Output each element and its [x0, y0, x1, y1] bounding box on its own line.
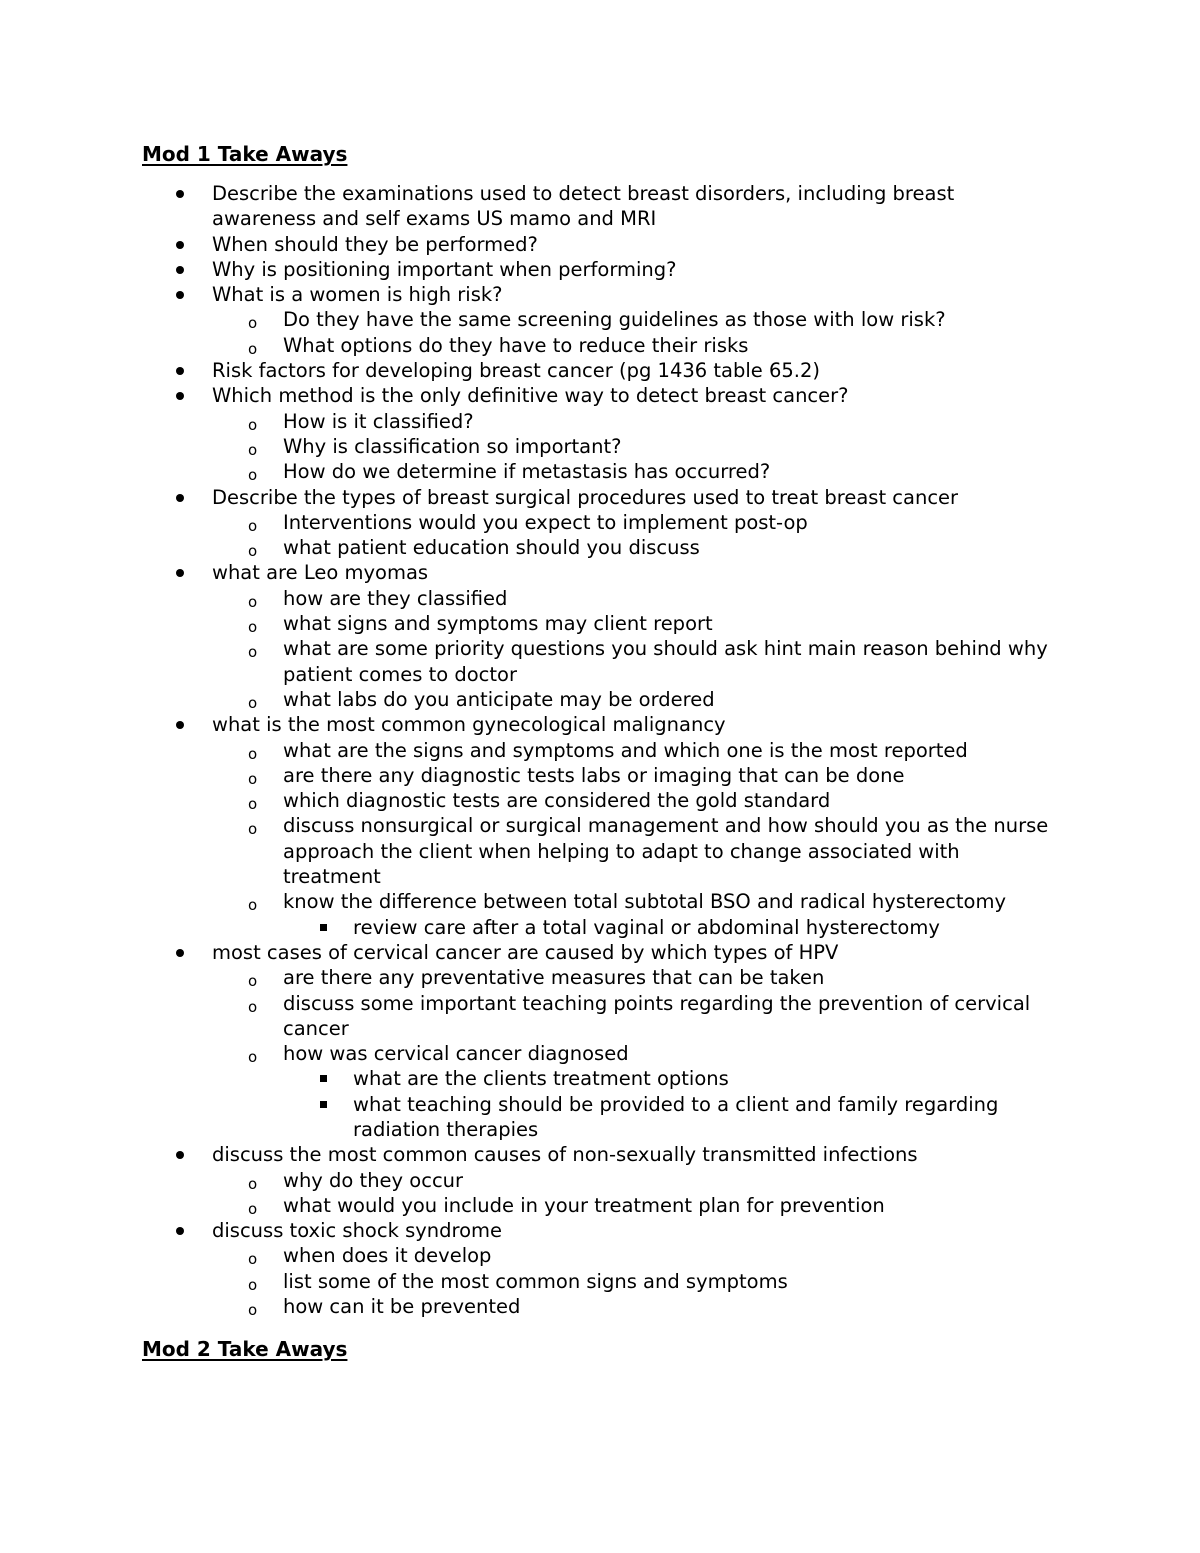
list-item-line: patient comes to doctor — [283, 662, 517, 686]
list-item — [0, 687, 1200, 712]
list-item-text — [283, 409, 1200, 434]
list-item — [0, 358, 1200, 383]
list-item-line: Describe the types of breast surgical procedures used to treat breast cancer — [212, 485, 959, 509]
list-item-text — [283, 763, 1200, 788]
list-item — [0, 535, 1200, 560]
list-item — [0, 636, 1200, 687]
bullet-dot-icon — [176, 949, 184, 957]
bullet-dot-icon — [176, 1227, 184, 1235]
list-item — [0, 333, 1200, 358]
list-item — [0, 485, 1200, 510]
list-item — [0, 965, 1200, 990]
list-item-text — [353, 915, 1200, 940]
list-item-text — [283, 586, 1200, 611]
list-item-text — [353, 1066, 1200, 1091]
bullet-dot-icon — [176, 266, 184, 274]
heading-text: Mod 1 Take Aways — [142, 142, 348, 166]
list-item-text — [283, 1041, 1200, 1066]
bullet-dot-icon — [176, 241, 184, 249]
list-item-line: Risk factors for developing breast cancer (pg 1436 table 65.2) — [212, 359, 820, 383]
list-item-text — [212, 1218, 1200, 1243]
list-item — [0, 1168, 1200, 1193]
list-item-line: what are Leo myomas — [212, 561, 429, 585]
list-item — [0, 1243, 1200, 1268]
list-item-text — [212, 257, 1200, 282]
list-item-text — [283, 333, 1200, 358]
bullet-dot-icon — [176, 291, 184, 299]
list-item-text — [212, 1142, 1200, 1167]
list-item-text — [283, 459, 1200, 484]
list-item-text — [283, 1294, 1200, 1319]
list-item-line: radiation therapies — [353, 1117, 539, 1141]
list-item — [0, 383, 1200, 408]
list-item-line: approach the client when helping to adapt to change associated with — [283, 839, 960, 863]
list-item — [0, 788, 1200, 813]
list-item — [0, 459, 1200, 484]
list-item-line: what patient education should you discuss — [283, 536, 700, 560]
circle-bullet-icon: o — [248, 1275, 258, 1294]
list-item-line: Interventions would you expect to implement post-op — [283, 510, 808, 534]
list-item-text — [212, 383, 1200, 408]
list-item-text — [283, 738, 1200, 763]
list-item-line: how can it be prevented — [283, 1295, 521, 1319]
list-item — [0, 889, 1200, 914]
list-item-text — [283, 813, 1200, 889]
circle-bullet-icon: o — [248, 1048, 258, 1067]
list-item — [0, 282, 1200, 307]
list-item-line: are there any preventative measures that can be taken — [283, 966, 825, 990]
circle-bullet-icon: o — [248, 1174, 258, 1193]
list-item-line: cancer — [283, 1016, 349, 1040]
list-item-text — [212, 358, 1200, 383]
list-item-text — [283, 535, 1200, 560]
list-item-line: Do they have the same screening guidelines as those with low risk? — [283, 308, 946, 332]
list-item — [0, 1294, 1200, 1319]
bullet-dot-icon — [176, 392, 184, 400]
list-item-text — [212, 181, 1200, 232]
circle-bullet-icon: o — [248, 542, 258, 561]
list-item-line: when does it develop — [283, 1244, 492, 1268]
list-item-line: treatment — [283, 865, 381, 889]
list-item — [0, 1269, 1200, 1294]
list-item — [0, 232, 1200, 257]
section-heading-mod2 — [142, 1337, 353, 1362]
circle-bullet-icon: o — [248, 592, 258, 611]
list-item-line: how are they classified — [283, 586, 508, 610]
list-item — [0, 181, 1200, 232]
list-item-text — [283, 1168, 1200, 1193]
list-item-line: which diagnostic tests are considered the gold standard — [283, 789, 831, 813]
circle-bullet-icon: o — [248, 693, 258, 712]
list-item — [0, 991, 1200, 1042]
list-item-line: are there any diagnostic tests labs or imaging that can be done — [283, 763, 905, 787]
list-item-line: know the difference between total subtotal BSO and radical hysterectomy — [283, 890, 1007, 914]
list-item-line: most cases of cervical cancer are caused by which types of HPV — [212, 940, 839, 964]
bullet-dot-icon — [176, 494, 184, 502]
square-bullet-icon — [320, 1075, 327, 1082]
heading-text: Mod 2 Take Aways — [142, 1337, 348, 1361]
list-item — [0, 1092, 1200, 1143]
list-item — [0, 560, 1200, 585]
circle-bullet-icon: o — [248, 1250, 258, 1269]
list-item-text — [212, 232, 1200, 257]
circle-bullet-icon: o — [248, 820, 258, 839]
circle-bullet-icon: o — [248, 643, 258, 662]
circle-bullet-icon: o — [248, 795, 258, 814]
list-item-text — [283, 636, 1200, 687]
section-heading-mod1 — [142, 142, 353, 167]
list-item-line: awareness and self exams US mamo and MRI — [212, 207, 657, 231]
list-item-line: review care after a total vaginal or abdominal hysterectomy — [353, 915, 940, 939]
circle-bullet-icon: o — [248, 440, 258, 459]
list-item-line: what labs do you anticipate may be ordered — [283, 687, 715, 711]
list-item-line: What options do they have to reduce their risks — [283, 333, 749, 357]
list-item-line: how was cervical cancer diagnosed — [283, 1042, 629, 1066]
circle-bullet-icon: o — [248, 516, 258, 535]
list-item-line: What is a women is high risk? — [212, 283, 503, 307]
circle-bullet-icon: o — [248, 896, 258, 915]
list-item-text — [283, 510, 1200, 535]
list-item-line: Describe the examinations used to detect breast disorders, including breast — [212, 182, 955, 205]
list-item-text — [283, 307, 1200, 332]
list-item-text — [353, 1092, 1200, 1143]
list-item-line: Which method is the only definitive way to detect breast cancer? — [212, 384, 849, 408]
list-item-text — [212, 940, 1200, 965]
bullet-dot-icon — [176, 721, 184, 729]
list-item-line: discuss some important teaching points regarding the prevention of cervical — [283, 991, 1031, 1015]
list-item-text — [212, 560, 1200, 585]
list-item-text — [212, 485, 1200, 510]
circle-bullet-icon: o — [248, 1301, 258, 1320]
list-item — [0, 915, 1200, 940]
list-item — [0, 940, 1200, 965]
circle-bullet-icon: o — [248, 1199, 258, 1218]
list-item-line: what are the signs and symptoms and which one is the most reported — [283, 738, 968, 762]
list-item-text — [283, 965, 1200, 990]
list-item — [0, 763, 1200, 788]
bullet-dot-icon — [176, 367, 184, 375]
list-item-text — [212, 282, 1200, 307]
circle-bullet-icon: o — [248, 314, 258, 333]
list-item-text — [283, 434, 1200, 459]
list-item-text — [283, 889, 1200, 914]
list-item-line: list some of the most common signs and symptoms — [283, 1269, 788, 1293]
list-item — [0, 409, 1200, 434]
list-item-text — [212, 712, 1200, 737]
list-item — [0, 257, 1200, 282]
list-item-line: what signs and symptoms may client report — [283, 612, 713, 636]
square-bullet-icon — [320, 1101, 327, 1108]
list-item-line: Why is positioning important when performing? — [212, 257, 677, 281]
circle-bullet-icon: o — [248, 339, 258, 358]
circle-bullet-icon: o — [248, 744, 258, 763]
list-item — [0, 1142, 1200, 1167]
bullet-dot-icon — [176, 1151, 184, 1159]
list-item-line: what are some priority questions you should ask hint main reason behind why — [283, 637, 1048, 661]
list-item — [0, 712, 1200, 737]
list-item — [0, 738, 1200, 763]
circle-bullet-icon: o — [248, 972, 258, 991]
list-item — [0, 510, 1200, 535]
list-item-text — [283, 611, 1200, 636]
list-item-line: why do they occur — [283, 1168, 464, 1192]
list-item — [0, 1066, 1200, 1091]
list-item-line: what would you include in your treatment plan for prevention — [283, 1193, 885, 1217]
list-item — [0, 1218, 1200, 1243]
bullet-dot-icon — [176, 190, 184, 198]
bullet-dot-icon — [176, 569, 184, 577]
circle-bullet-icon: o — [248, 769, 258, 788]
list-item-line: discuss the most common causes of non-sexually transmitted infections — [212, 1143, 918, 1167]
circle-bullet-icon: o — [248, 997, 258, 1016]
list-item-line: How is it classified? — [283, 409, 474, 433]
takeaways-list — [0, 181, 1200, 1319]
list-item-line: How do we determine if metastasis has occurred? — [283, 460, 771, 484]
list-item-line: what is the most common gynecological malignancy — [212, 713, 726, 737]
list-item — [0, 434, 1200, 459]
list-item-line: what teaching should be provided to a client and family regarding — [353, 1092, 999, 1116]
list-item — [0, 611, 1200, 636]
list-item-line: When should they be performed? — [212, 232, 538, 256]
list-item-line: what are the clients treatment options — [353, 1067, 729, 1091]
list-item-text — [283, 991, 1200, 1042]
list-item — [0, 813, 1200, 889]
circle-bullet-icon: o — [248, 618, 258, 637]
list-item — [0, 307, 1200, 332]
circle-bullet-icon: o — [248, 415, 258, 434]
list-item-line: discuss nonsurgical or surgical management and how should you as the nurse — [283, 814, 1049, 838]
list-item — [0, 586, 1200, 611]
list-item-line: Why is classification so important? — [283, 434, 622, 458]
list-item — [0, 1193, 1200, 1218]
circle-bullet-icon: o — [248, 466, 258, 485]
list-item-text — [283, 1193, 1200, 1218]
list-item-text — [283, 1243, 1200, 1268]
list-item-text — [283, 788, 1200, 813]
square-bullet-icon — [320, 924, 327, 931]
list-item-text — [283, 687, 1200, 712]
list-item-line: discuss toxic shock syndrome — [212, 1219, 503, 1243]
list-item-text — [283, 1269, 1200, 1294]
list-item — [0, 1041, 1200, 1066]
